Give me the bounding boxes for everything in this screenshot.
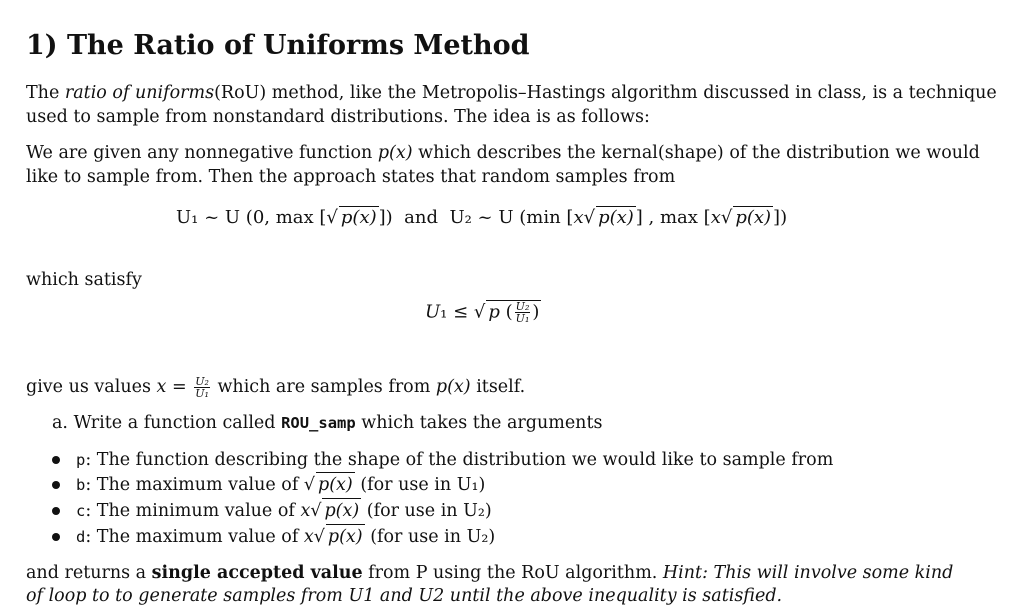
arg-item-d: d: The maximum value of x√ p(x) (for use in U₂) — [76, 524, 495, 549]
section-title: 1) The Ratio of Uniforms Method — [26, 30, 530, 61]
give-end: itself. — [470, 377, 526, 397]
returns-bold: single accepted value — [151, 563, 363, 583]
arg-text: : The maximum value of — [85, 527, 304, 547]
uniform-equation — [176, 206, 787, 228]
arg-name: p — [76, 451, 86, 469]
eq-sqrt-px-3: √ p(x) — [720, 207, 772, 228]
arg-tail: (for use in U₂) — [364, 527, 496, 547]
arg-name: c — [76, 502, 86, 520]
eq-and: and — [404, 207, 438, 228]
arg-name: d — [76, 528, 86, 546]
part-a-label: a. — [52, 413, 68, 433]
arg-tail: (for use in U₂) — [361, 501, 492, 521]
inequality: U₁ ≤ √ p ( $\frac{\text{U₂}}{\text{U₁}}$ ) — [425, 300, 540, 325]
returns-mid: from P using the RoU algorithm. — [362, 563, 663, 583]
function-name-code: ROU_samp — [281, 414, 356, 432]
give-pre: give us values — [26, 377, 157, 397]
eq-u1-end: ]) — [378, 207, 393, 228]
given-line-1 — [26, 141, 980, 165]
eq-u1: U₁ ~ U (0, max [ — [176, 207, 327, 228]
arg-tail: (for use in U₁) — [354, 475, 486, 495]
bullet-dot — [52, 507, 60, 515]
eq-x2: x — [710, 207, 721, 228]
eq-u2-end: ]) — [773, 207, 788, 228]
arg-item-b: b: The maximum value of √ p(x) (for use in U₁) — [76, 472, 485, 497]
eq-sqrt-px-2: √ p(x) — [583, 207, 634, 228]
give-post: which are samples from — [211, 377, 436, 397]
arg-item-c: c: The minimum value of x√ p(x) (for use in U₂) — [76, 498, 492, 523]
px-symbol: p(x) — [377, 143, 413, 163]
arg-item-p — [76, 448, 833, 472]
part-a-pre: Write a function called — [73, 413, 282, 433]
bullet-dot — [52, 533, 60, 541]
eq-u2: U₂ ~ U (min [ — [449, 207, 574, 228]
intro-term: ratio of uniforms — [64, 83, 215, 103]
intro-pre: The — [26, 83, 65, 103]
arg-name: b — [76, 476, 86, 494]
eq-x1: x — [573, 207, 584, 228]
eq-sqrt-px: √ p(x) — [326, 207, 377, 228]
given-line-2: like to sample from. Then the approach states that random samples from — [26, 167, 676, 187]
arg-text: : The function describing the shape of the distribution we would like to sample from — [85, 450, 834, 470]
intro-line-1 — [26, 81, 997, 105]
arg-text: : The maximum value of — [85, 475, 304, 495]
part-a — [52, 411, 602, 435]
returns-line-2: of loop to to generate samples from U1 and U2 until the above inequality is satisfied. — [26, 586, 783, 606]
returns-hint: Hint: This will involve some kind — [662, 563, 954, 583]
bullet-dot — [52, 481, 60, 489]
arg-text: : The minimum value of — [85, 501, 301, 521]
intro-post: (RoU) method, like the Metropolis–Hastings algorithm discussed in class, is a technique — [214, 83, 997, 103]
which-satisfy: which satisfy — [26, 270, 142, 290]
given-post: which describes the kernal(shape) of the distribution we would — [412, 143, 980, 163]
returns-pre: and returns a — [26, 563, 152, 583]
intro-line-2: used to sample from nonstandard distributions. The idea is as follows: — [26, 107, 650, 127]
returns-line-1 — [26, 561, 953, 585]
bullet-dot — [52, 456, 60, 464]
eq-mid: ] , max [ — [635, 207, 711, 228]
given-pre: We are given any nonnegative function — [26, 143, 378, 163]
part-a-post: which takes the arguments — [355, 413, 603, 433]
give-values-line: give us values x = $\frac{\text{U₂}}{\text{U₁}}$ which are samples from p(x) itself. — [26, 375, 526, 400]
